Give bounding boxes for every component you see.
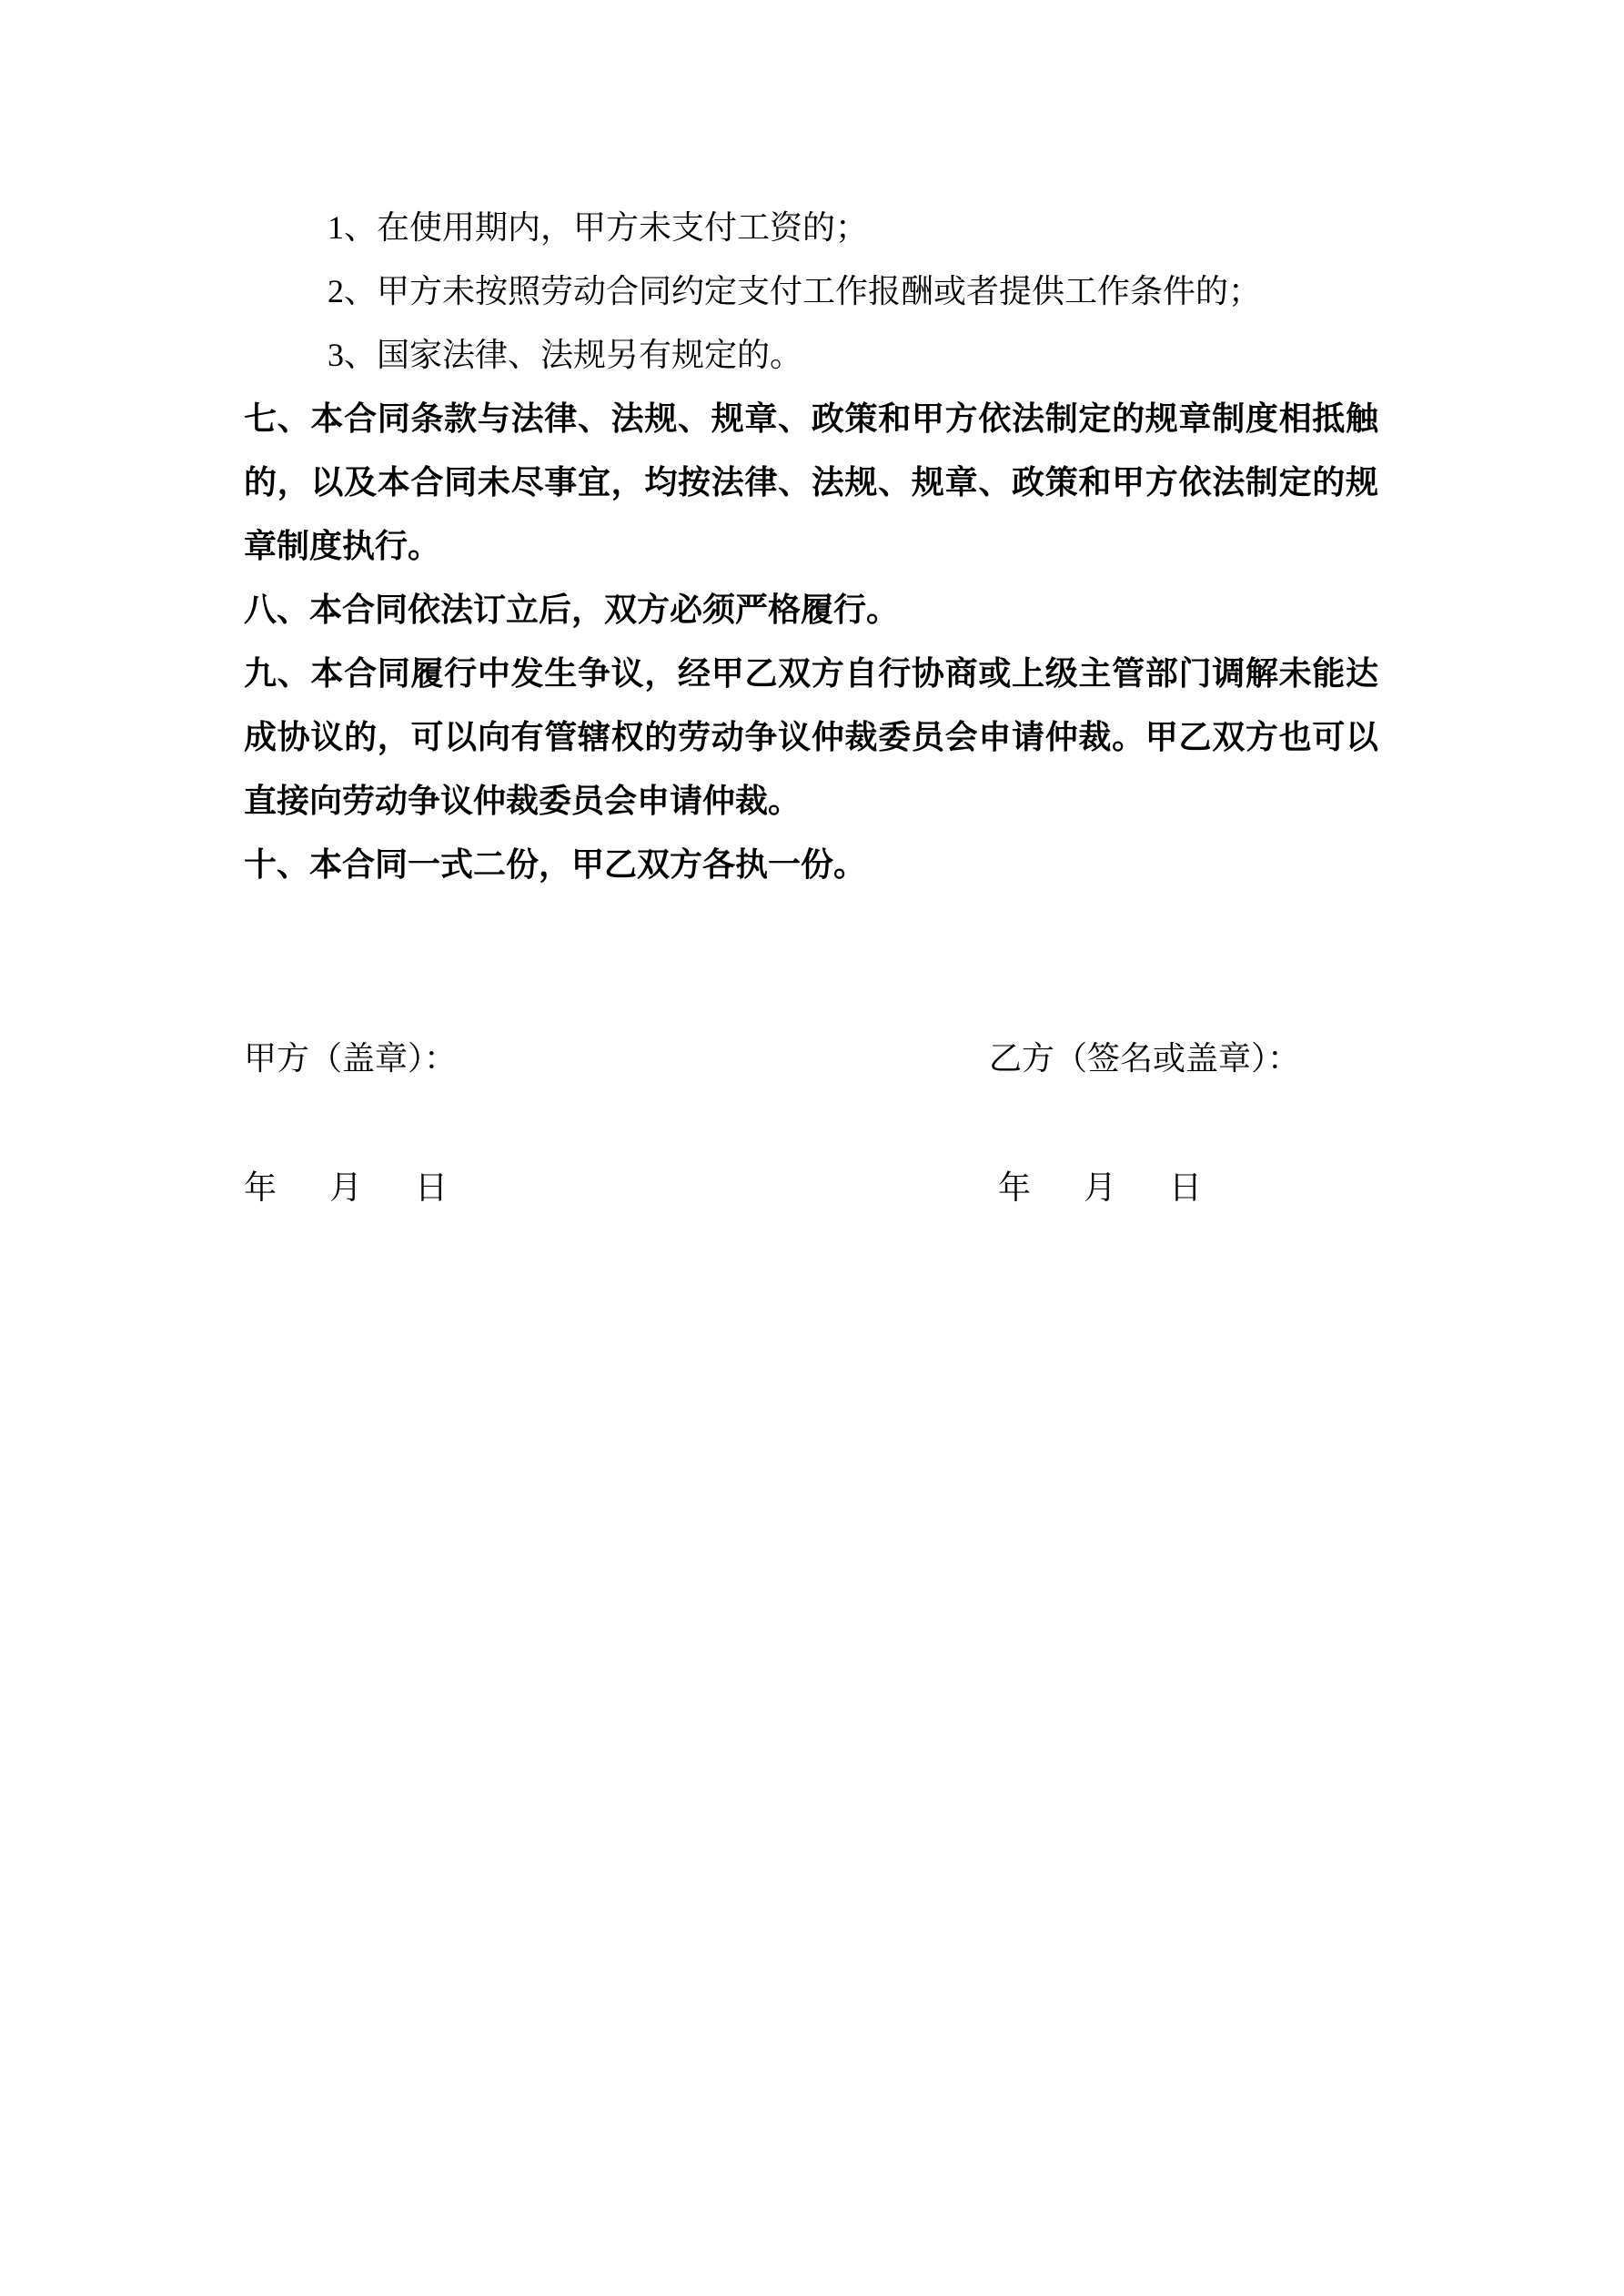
- clause-nine-line-2: 成协议的，可以向有管辖权的劳动争议仲裁委员会申请仲裁。甲乙双方也可以: [244, 719, 1378, 755]
- clause-nine-line-1: 九、本合同履行中发生争议，经甲乙双方自行协商或上级主管部门调解未能达: [244, 655, 1378, 692]
- sub-item-2: 2、甲方未按照劳动合同约定支付工作报酬或者提供工作条件的；: [328, 273, 1262, 309]
- party-b-signature-label: 乙方（签名或盖章）：: [989, 1040, 1301, 1077]
- clause-seven-line-3: 章制度执行。: [244, 528, 441, 564]
- sub-item-3: 3、国家法律、法规另有规定的。: [328, 337, 803, 373]
- contract-body: [244, 196, 1378, 896]
- party-b-day-label: 日: [1169, 1169, 1203, 1206]
- party-a-seal-label: 甲方（盖章）：: [244, 1040, 458, 1077]
- party-a-day-label: 日: [415, 1169, 449, 1206]
- party-a-year-label: 年: [244, 1169, 277, 1206]
- clause-seven-line-1: 七、本合同条款与法律、法规、规章、政策和甲方依法制定的规章制度相抵触: [244, 400, 1378, 437]
- party-b-date: [998, 1156, 1202, 1219]
- clause-eight: 八、本合同依法订立后，双方必须严格履行。: [244, 592, 900, 628]
- signature-row: [0, 1027, 1624, 1090]
- party-a-month-label: 月: [329, 1169, 363, 1206]
- sub-item-1: 1、在使用期内，甲方未支付工资的；: [328, 209, 869, 246]
- clause-ten: 十、本合同一式二份，甲乙双方各执一份。: [244, 846, 867, 883]
- clause-nine-line-3: 直接向劳动争议仲裁委员会申请仲裁。: [244, 783, 802, 819]
- party-a-date: [244, 1156, 448, 1219]
- party-b-month-label: 月: [1084, 1169, 1117, 1206]
- date-row: [0, 1156, 1624, 1219]
- party-b-year-label: 年: [998, 1169, 1032, 1206]
- clause-seven-line-2: 的，以及本合同未尽事宜，均按法律、法规、规章、政策和甲方依法制定的规: [244, 464, 1378, 501]
